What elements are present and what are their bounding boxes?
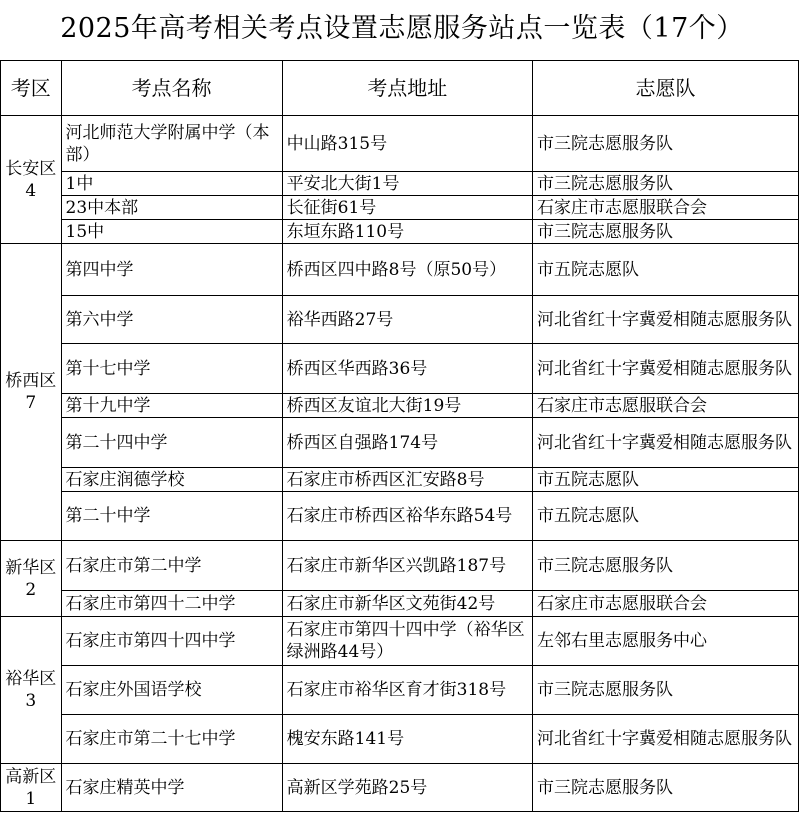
volunteer-team: 河北省红十字冀爱相随志愿服务队 xyxy=(532,296,798,344)
page-title: 2025年高考相关考点设置志愿服务站点一览表（17个） xyxy=(60,13,744,44)
district-cell xyxy=(1,244,62,541)
table-row xyxy=(1,492,799,541)
site-name: 第四中学 xyxy=(61,244,282,296)
volunteer-team: 市三院志愿服务队 xyxy=(532,220,798,244)
site-name: 石家庄市第二中学 xyxy=(61,541,282,591)
volunteer-team: 河北省红十字冀爱相随志愿服务队 xyxy=(532,715,798,764)
volunteer-team: 市三院志愿服务队 xyxy=(532,116,798,172)
site-address: 石家庄市第四十四中学（裕华区绿洲路44号） xyxy=(282,617,532,666)
table-row xyxy=(1,468,799,492)
site-name: 河北师范大学附属中学（本部） xyxy=(61,116,282,172)
district-name: 长安区 xyxy=(5,158,57,179)
district-count: 4 xyxy=(25,180,37,201)
table-row xyxy=(1,591,799,617)
site-name: 石家庄市第四十四中学 xyxy=(61,617,282,666)
district-name: 高新区 xyxy=(5,766,57,787)
table-row xyxy=(1,220,799,244)
site-name: 第二十四中学 xyxy=(61,418,282,468)
header-site-name: 考点名称 xyxy=(61,61,282,116)
volunteer-team: 市五院志愿队 xyxy=(532,492,798,541)
site-address: 桥西区华西路36号 xyxy=(282,344,532,394)
table-row xyxy=(1,244,799,296)
volunteer-team: 左邻右里志愿服务中心 xyxy=(532,617,798,666)
table-row xyxy=(1,541,799,591)
volunteer-team: 河北省红十字冀爱相随志愿服务队 xyxy=(532,418,798,468)
table-row xyxy=(1,715,799,764)
site-address: 石家庄市新华区文苑街42号 xyxy=(282,591,532,617)
header-volunteer-team: 志愿队 xyxy=(532,61,798,116)
site-name: 23中本部 xyxy=(61,196,282,220)
header-site-address: 考点地址 xyxy=(282,61,532,116)
site-address: 裕华西路27号 xyxy=(282,296,532,344)
site-name: 第十九中学 xyxy=(61,394,282,418)
volunteer-team: 市三院志愿服务队 xyxy=(532,666,798,715)
site-name: 石家庄市第二十七中学 xyxy=(61,715,282,764)
table-row xyxy=(1,196,799,220)
volunteer-team: 市三院志愿服务队 xyxy=(532,541,798,591)
volunteer-team: 石家庄市志愿服联合会 xyxy=(532,196,798,220)
volunteer-team: 市五院志愿队 xyxy=(532,468,798,492)
site-address: 桥西区四中路8号（原50号） xyxy=(282,244,532,296)
district-count: 7 xyxy=(25,393,37,413)
site-address: 桥西区友谊北大街19号 xyxy=(282,394,532,418)
district-cell xyxy=(1,116,62,244)
site-address: 石家庄市裕华区育才街318号 xyxy=(282,666,532,715)
volunteer-team: 石家庄市志愿服联合会 xyxy=(532,394,798,418)
header-district: 考区 xyxy=(1,61,62,116)
table-row xyxy=(1,418,799,468)
district-cell xyxy=(1,764,62,812)
site-name: 1中 xyxy=(61,172,282,196)
table-row xyxy=(1,296,799,344)
site-name: 15中 xyxy=(61,220,282,244)
site-address: 平安北大街1号 xyxy=(282,172,532,196)
district-count: 1 xyxy=(25,788,37,809)
table-row xyxy=(1,617,799,666)
header-row xyxy=(1,61,799,116)
district-name: 新华区 xyxy=(5,557,57,578)
table-row xyxy=(1,666,799,715)
site-name: 第二十中学 xyxy=(61,492,282,541)
site-name: 第十七中学 xyxy=(61,344,282,394)
volunteer-team: 市三院志愿服务队 xyxy=(532,764,798,812)
site-name: 第六中学 xyxy=(61,296,282,344)
district-count: 3 xyxy=(25,691,37,711)
volunteer-team: 石家庄市志愿服联合会 xyxy=(532,591,798,617)
district-name: 裕华区 xyxy=(5,669,57,689)
volunteer-team: 市三院志愿服务队 xyxy=(532,172,798,196)
district-cell xyxy=(1,617,62,764)
site-address: 桥西区自强路174号 xyxy=(282,418,532,468)
volunteer-station-table xyxy=(0,60,799,812)
site-address: 石家庄市桥西区汇安路8号 xyxy=(282,468,532,492)
table-row xyxy=(1,764,799,812)
volunteer-team: 市五院志愿队 xyxy=(532,244,798,296)
site-name: 石家庄精英中学 xyxy=(61,764,282,812)
table-row xyxy=(1,394,799,418)
site-address: 石家庄市桥西区裕华东路54号 xyxy=(282,492,532,541)
table-row xyxy=(1,116,799,172)
district-name: 桥西区 xyxy=(5,371,57,391)
site-address: 槐安东路141号 xyxy=(282,715,532,764)
site-name: 石家庄外国语学校 xyxy=(61,666,282,715)
site-address: 东垣东路110号 xyxy=(282,220,532,244)
table-row xyxy=(1,344,799,394)
site-address: 石家庄市新华区兴凯路187号 xyxy=(282,541,532,591)
table-row xyxy=(1,172,799,196)
district-cell xyxy=(1,541,62,617)
site-name: 石家庄市第四十二中学 xyxy=(61,591,282,617)
site-name: 石家庄润德学校 xyxy=(61,468,282,492)
volunteer-team: 河北省红十字冀爱相随志愿服务队 xyxy=(532,344,798,394)
site-address: 长征街61号 xyxy=(282,196,532,220)
site-address: 高新区学苑路25号 xyxy=(282,764,532,812)
site-address: 中山路315号 xyxy=(282,116,532,172)
district-count: 2 xyxy=(25,579,37,600)
